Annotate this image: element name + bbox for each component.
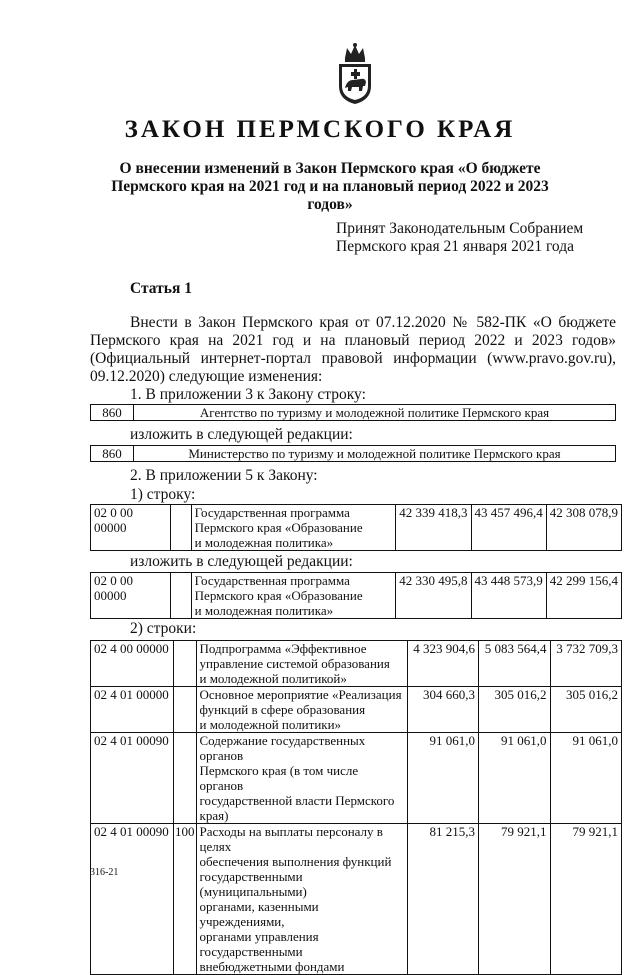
name-line: обеспечения выполнения функций [199, 854, 392, 869]
item-1-text: 1. В приложении 3 к Закону строку: [130, 386, 366, 403]
article-heading: Статья 1 [130, 280, 192, 297]
value-2023-cell: 42 299 156,4 [546, 573, 621, 619]
para-line: (Официальный интернет-портал правовой информации (www.pravo.gov.ru), [90, 350, 616, 367]
value-2023-cell: 79 921,1 [550, 824, 622, 975]
table-row [91, 733, 622, 824]
code-cell: 02 4 01 00000 [91, 687, 174, 733]
type-cell [174, 641, 197, 687]
name-line: Расходы на выплаты персоналу в целях [199, 824, 383, 854]
name-line: функций в сфере образования [199, 702, 366, 717]
edit-phrase: изложить в следующей редакции: [130, 553, 353, 570]
name-line: органами управления государственными [199, 929, 319, 959]
subtitle-line: Пермского края на 2021 год и на плановый период 2022 и 2023 годов» [111, 178, 549, 213]
value-2021-cell: 42 339 418,3 [396, 505, 471, 551]
type-cell: 100 [174, 824, 197, 975]
appendix5-old-table [90, 504, 622, 551]
name-line: и молодежная политика» [194, 535, 334, 550]
table-row [91, 446, 616, 462]
name-cell: Министерство по туризму и молодежной политике Пермского края [134, 446, 616, 462]
table-row [91, 641, 622, 687]
value-2021-cell: 304 660,3 [407, 687, 479, 733]
value-2023-cell: 91 061,0 [550, 733, 622, 824]
code-cell: 02 4 01 00090 [91, 733, 174, 824]
name-line: Пермского края «Образование [194, 520, 363, 535]
appendix3-new-table [90, 445, 616, 462]
table-row [91, 687, 622, 733]
value-2022-cell: 305 016,2 [479, 687, 551, 733]
para-line: 09.12.2020) следующие изменения: [90, 368, 323, 385]
name-line: Государственная программа [194, 505, 350, 520]
name-cell [196, 641, 407, 687]
code-cell: 02 0 00 00000 [91, 573, 171, 619]
value-2021-cell: 4 323 904,6 [407, 641, 479, 687]
name-cell [196, 733, 407, 824]
name-line: внебюджетными фондами [199, 959, 345, 974]
name-cell [191, 573, 396, 619]
appendix5-new-table [90, 572, 622, 619]
value-2022-cell: 5 083 564,4 [479, 641, 551, 687]
value-2023-cell: 42 308 078,9 [546, 505, 621, 551]
name-line: органами, казенными учреждениями, [199, 899, 319, 929]
article-paragraph [90, 314, 616, 386]
table-row [91, 505, 622, 551]
value-2022-cell: 91 061,0 [479, 733, 551, 824]
name-line: и молодежная политика» [194, 603, 334, 618]
name-cell [191, 505, 396, 551]
name-line: государственными (муниципальными) [199, 869, 307, 899]
accepted-line: Принят Законодательным Собранием [336, 220, 584, 237]
name-line: Пермского края «Образование [194, 588, 363, 603]
edit-phrase: изложить в следующей редакции: [130, 426, 353, 443]
law-subtitle [100, 160, 560, 214]
value-2023-cell: 305 016,2 [550, 687, 622, 733]
value-2022-cell: 43 457 496,4 [471, 505, 546, 551]
accepted-note [336, 220, 583, 256]
value-2023-cell: 3 732 709,3 [550, 641, 622, 687]
item-2-text: 2. В приложении 5 к Закону: [130, 467, 318, 484]
type-cell [171, 573, 191, 619]
coat-of-arms-emblem [333, 42, 377, 106]
code-cell: 02 4 01 00090 [91, 824, 174, 975]
value-2022-cell: 79 921,1 [479, 824, 551, 975]
code-cell: 02 4 00 00000 [91, 641, 174, 687]
code-cell: 860 [91, 446, 134, 462]
code-cell: 02 0 00 00000 [91, 505, 171, 551]
value-2022-cell: 43 448 573,9 [471, 573, 546, 619]
type-cell [174, 687, 197, 733]
value-2021-cell: 91 061,0 [407, 733, 479, 824]
type-cell [171, 505, 191, 551]
subtitle-line: О внесении изменений в Закон Пермского края «О бюджете [119, 160, 541, 177]
code-cell: 860 [91, 405, 134, 421]
para-line: Внести в Закон Пермского края от 07.12.2020 № 582-ПК «О бюджете [130, 314, 616, 331]
name-line: и молодежной политикой» [199, 671, 347, 686]
name-line: государственной власти Пермского края) [199, 793, 395, 823]
sub-item-1-text: 1) строку: [130, 486, 196, 503]
appendix3-old-table [90, 404, 616, 421]
rows-body [91, 641, 622, 975]
name-line: Пермского края (в том числе органов [199, 763, 359, 793]
value-2021-cell: 42 330 495,8 [396, 573, 471, 619]
type-cell [174, 733, 197, 824]
table-row [91, 573, 622, 619]
value-2021-cell: 81 215,3 [407, 824, 479, 975]
sub-item-2-text: 2) строки: [130, 620, 197, 637]
name-line: управление системой образования [199, 656, 390, 671]
accepted-line: Пермского края 21 января 2021 года [336, 238, 574, 255]
name-line: и молодежной политики» [199, 717, 342, 732]
name-cell [196, 687, 407, 733]
name-line: Содержание государственных органов [199, 733, 366, 763]
name-line: Подпрограмма «Эффективное [199, 641, 367, 656]
table-row [91, 405, 616, 421]
name-line: Основное мероприятие «Реализация [199, 687, 402, 702]
appendix5-rows-table [90, 640, 622, 975]
name-cell: Агентство по туризму и молодежной политике Пермского края [134, 405, 616, 421]
name-cell [196, 824, 407, 975]
para-line: Пермского края на 2021 год и на плановый период 2022 и 2023 годов» [90, 332, 616, 349]
name-line: Государственная программа [194, 573, 350, 588]
document-footer-code: 316-21 [90, 867, 119, 878]
table-row [91, 824, 622, 975]
law-title: ЗАКОН ПЕРМСКОГО КРАЯ [124, 116, 516, 143]
